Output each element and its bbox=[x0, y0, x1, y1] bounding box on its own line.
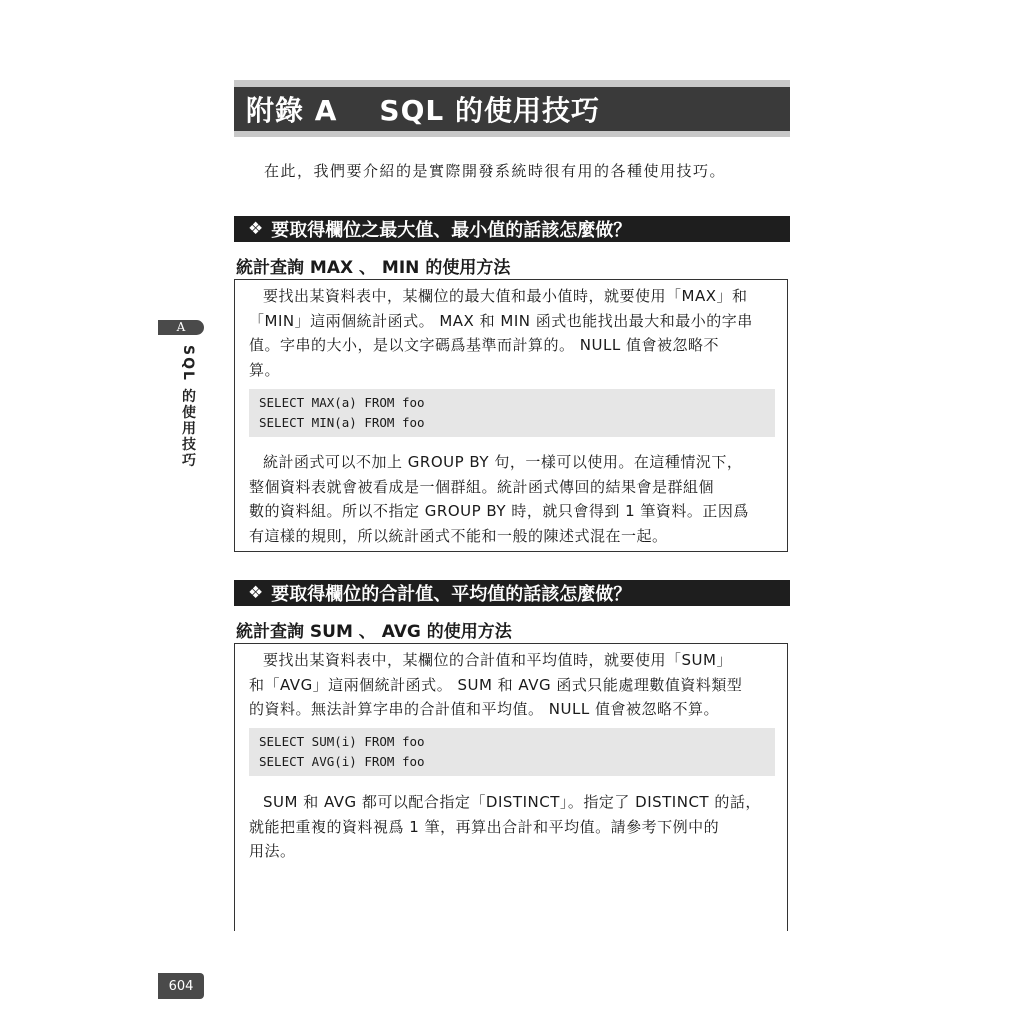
paragraph-distinct bbox=[249, 790, 775, 864]
code-line: SELECT AVG(i) FROM foo bbox=[259, 754, 425, 769]
text-line: 算。 bbox=[249, 360, 281, 379]
text-line: 要找出某資料表中，某欄位的合計值和平均值時，就要使用「SUM」 bbox=[263, 651, 732, 669]
paragraph-group-by bbox=[249, 450, 775, 548]
code-line: SELECT SUM(i) FROM foo bbox=[259, 734, 425, 749]
text-line: 「MIN」這兩個統計函式。 MAX 和 MIN 函式也能找出最大和最小的字串 bbox=[249, 311, 753, 330]
text-line: 數的資料組。所以不指定 GROUP BY 時，就只會得到 1 筆資料。正因爲 bbox=[249, 502, 749, 520]
intro-text: 在此，我們要介紹的是實際開發系統時很有用的各種使用技巧。 bbox=[264, 162, 727, 180]
code-line: SELECT MIN(a) FROM foo bbox=[259, 415, 425, 430]
chapter-title: SQL 的使用技巧 bbox=[379, 94, 600, 127]
chapter-header-top-band bbox=[234, 80, 790, 87]
text-line: SUM 和 AVG 都可以配合指定「DISTINCT」。指定了 DISTINCT 的話， bbox=[263, 793, 761, 811]
chapter-header bbox=[234, 87, 790, 131]
content-box-max-min bbox=[234, 279, 788, 552]
text-line: 整個資料表就會被看成是一個群組。統計函式傳回的結果會是群組個 bbox=[249, 477, 715, 496]
subheading-max-min: 統計查詢 MAX 、 MIN 的使用方法 bbox=[236, 258, 511, 278]
paragraph-max-min-intro bbox=[249, 284, 775, 382]
section-heading-text: 要取得欄位之最大值、最小值的話該怎麼做？ bbox=[271, 220, 632, 241]
diamond-bullet-icon: ❖ bbox=[248, 219, 264, 239]
code-line: SELECT MAX(a) FROM foo bbox=[259, 395, 425, 410]
text-line: 和「AVG」這兩個統計函式。 SUM 和 AVG 函式只能處理數值資料類型 bbox=[249, 675, 743, 694]
text-line: 有這樣的規則，所以統計函式不能和一般的陳述式混在一起。 bbox=[249, 526, 668, 545]
paragraph-sum-avg-intro bbox=[249, 648, 775, 722]
text-line: 就能把重複的資料視爲 1 筆，再算出合計和平均值。請參考下例中的 bbox=[249, 817, 720, 836]
subheading-sum-avg: 統計查詢 SUM 、 AVG 的使用方法 bbox=[236, 622, 512, 642]
code-block-max-min bbox=[249, 389, 775, 437]
section-heading-sum-avg bbox=[234, 580, 790, 606]
text-line: 要找出某資料表中，某欄位的最大值和最小值時，就要使用「MAX」和 bbox=[263, 287, 748, 305]
diamond-bullet-icon: ❖ bbox=[248, 583, 264, 603]
side-tab-letter: A bbox=[158, 320, 204, 335]
code-block-sum-avg bbox=[249, 728, 775, 776]
page-number: 604 bbox=[158, 973, 204, 999]
text-line: 用法。 bbox=[249, 842, 296, 860]
chapter-header-bottom-band bbox=[234, 131, 790, 137]
text-line: 值。字串的大小，是以文字碼爲基準而計算的。 NULL 值會被忽略不 bbox=[249, 336, 719, 354]
text-line: 統計函式可以不加上 GROUP BY 句，一樣可以使用。在這種情況下， bbox=[263, 453, 743, 471]
section-heading-max-min bbox=[234, 216, 790, 242]
text-line: 的資料。無法計算字串的合計值和平均值。 NULL 值會被忽略不算。 bbox=[249, 700, 719, 718]
content-box-sum-avg bbox=[234, 643, 788, 931]
side-tab-title: SQL 的使用技巧 bbox=[180, 345, 196, 469]
section-heading-text: 要取得欄位的合計值、平均值的話該怎麼做？ bbox=[271, 584, 632, 605]
chapter-label: 附錄 A bbox=[246, 94, 338, 127]
